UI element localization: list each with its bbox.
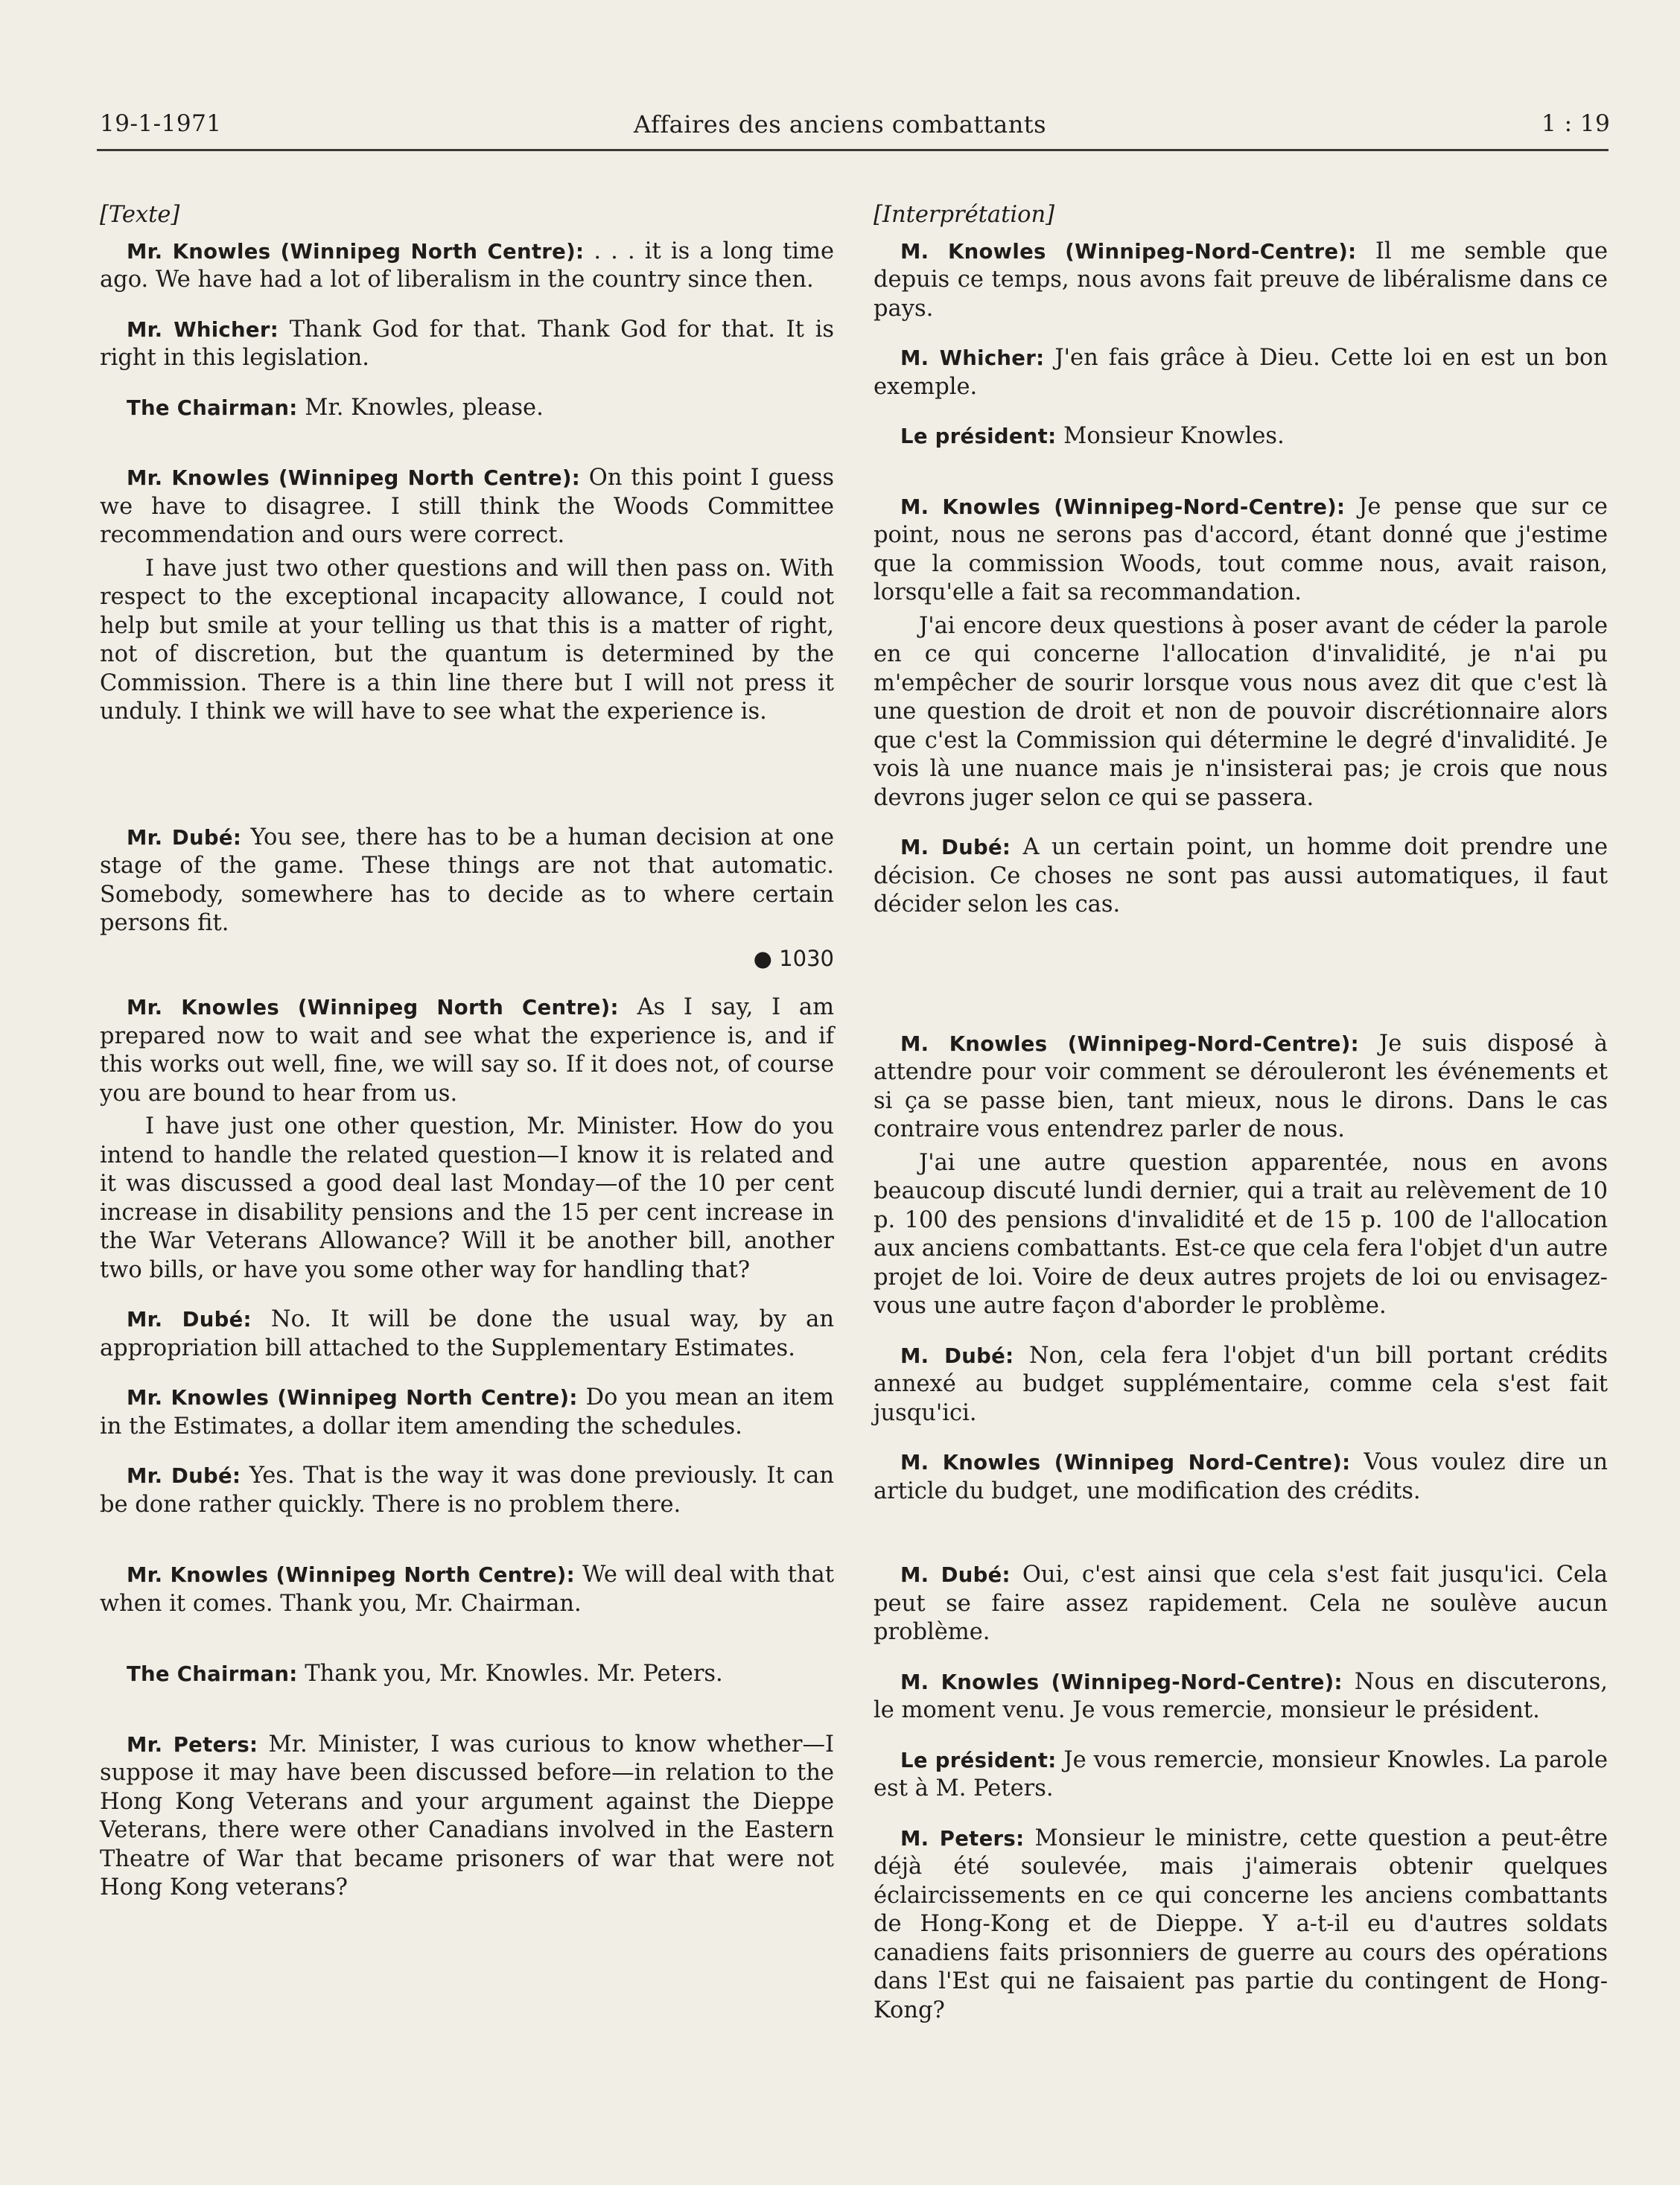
speaker-name: Mr. Whicher: bbox=[127, 317, 279, 342]
speaker-name: M. Knowles (Winnipeg-Nord-Centre): bbox=[900, 1670, 1343, 1694]
paragraph bbox=[874, 493, 1608, 608]
speaker-name: Mr. Peters: bbox=[127, 1732, 258, 1757]
paragraph: J'ai une autre question apparentée, nous en avons beaucoup discuté lundi dernier, qui a trait au relèvement de 10 p. 100 des pensions d'invalidité et de 15 p. 100 de l'allocation aux anciens combattants. Est-ce que cela fera l'objet d'un autre projet de loi. Voire de deux autres projets de loi ou envisagez-vous une autre façon d'aborder le problème. bbox=[874, 1149, 1609, 1319]
speech-text: Yes. That is the way it was done previously. It can be done rather quickly. There is no problem there. bbox=[100, 1463, 834, 1518]
paragraph bbox=[100, 993, 834, 1108]
speech-text: A un certain point, un homme doit prendre une décision. Ce choses ne sont pas aussi automatiques, il faut décider selon les cas. bbox=[874, 834, 1608, 917]
speech-text: Do you mean an item in the Estimates, a dollar item amending the schedules. bbox=[100, 1384, 835, 1440]
speech-text: You see, there has to be a human decision at one stage of the game. These things are not that automatic. Somebody, somewhere has to decide as to where certain persons fit. bbox=[100, 824, 835, 936]
paragraph bbox=[100, 1305, 834, 1363]
speaker-name: Mr. Dubé: bbox=[127, 825, 242, 850]
paragraph bbox=[874, 1030, 1608, 1145]
time-marker: ● 1030 bbox=[753, 945, 834, 971]
speech-text: Nous en discuterons, le moment venu. Je vous remercie, monsieur le président. bbox=[874, 1668, 1608, 1723]
speaker-name: M. Peters: bbox=[900, 1826, 1025, 1851]
speech-text: Oui, c'est ainsi que cela s'est fait jusqu'ici. Cela peut se faire assez rapidement. Cela ne soulève aucun problème. bbox=[874, 1562, 1608, 1645]
speaker-name: Le président: bbox=[900, 424, 1057, 448]
paragraph bbox=[100, 1731, 834, 1903]
header-rule bbox=[97, 149, 1609, 151]
speech-text: . . . it is a long time ago. We have had a lot of liberalism in the country since then. bbox=[100, 238, 835, 293]
paragraph bbox=[100, 824, 834, 938]
speaker-name: M. Knowles (Winnipeg-Nord-Centre): bbox=[900, 1031, 1359, 1056]
header-title: Affaires des anciens combattants bbox=[633, 110, 1047, 139]
speaker-name: Mr. Dubé: bbox=[127, 1308, 252, 1332]
speech-text: Thank God for that. Thank God for that. It is right in this legislation. bbox=[100, 316, 834, 371]
speech-text: Mr. Knowles, please. bbox=[297, 394, 544, 421]
paragraph: J'ai encore deux questions à poser avant de céder la parole en ce qui concerne l'allocation d'invalidité, je n'ai pu m'empêcher de sourir lorsque vous nous avez dit que c'est là une question de droit et non de pouvoir discrétionnaire alors que c'est la Commission qui détermine le degré d'invalidité. Je vois là une nuance mais je n'insisterai pas; je crois que nous devrons juger selon ce qui se passera. bbox=[874, 612, 1608, 811]
speech-text: Mr. Minister, I was curious to know whether—I suppose it may have been discussed before—in relation to the Hong Kong Veterans and your argument against the Dieppe Veterans, there were other Canadians involved in the Eastern Theatre of War that became prisoners of war that were not Hong Kong veterans? bbox=[100, 1731, 834, 1901]
paragraph bbox=[874, 1561, 1608, 1647]
paragraph bbox=[874, 344, 1608, 401]
paragraph bbox=[100, 316, 834, 373]
paragraph bbox=[874, 1825, 1608, 2026]
speaker-name: Mr. Knowles (Winnipeg North Centre): bbox=[127, 239, 585, 264]
speech-text: Monsieur Knowles. bbox=[1056, 423, 1285, 449]
language-tag: [Interprétation] bbox=[874, 202, 1054, 228]
speaker-name: M. Knowles (Winnipeg Nord-Centre): bbox=[900, 1451, 1351, 1475]
paragraph bbox=[874, 238, 1608, 324]
speaker-name: M. Knowles (Winnipeg-Nord-Centre): bbox=[900, 239, 1357, 264]
paragraph bbox=[100, 394, 834, 423]
paragraph: I have just one other question, Mr. Minister. How do you intend to handle the related question—I know it is related and it was discussed a good deal last Monday—of the 10 per cent increase in disability pensions and the 15 per cent increase in the War Veterans Allowance? Will it be another bill, another two bills, or have you some other way for handling that? bbox=[100, 1113, 834, 1283]
speaker-name: The Chairman: bbox=[127, 395, 298, 420]
speaker-name: M. Whicher: bbox=[900, 346, 1045, 370]
speaker-name: M. Dubé: bbox=[900, 1563, 1011, 1587]
language-tag: [Texte] bbox=[100, 202, 180, 228]
speaker-name: Le président: bbox=[900, 1748, 1057, 1772]
header-date: 19-1-1971 bbox=[100, 110, 222, 137]
speech-text: Il me semble que depuis ce temps, nous avons fait preuve de libéralisme dans ce pays. bbox=[874, 238, 1608, 322]
speech-text: Je suis disposé à attendre pour voir comment se dérouleront les événements et si ça se passe bien, tant mieux, nous le dirons. Dans le cas contraire vous entendrez parler de nous. bbox=[874, 1030, 1608, 1142]
speaker-name: Mr. Knowles (Winnipeg North Centre): bbox=[127, 466, 581, 490]
speaker-name: Mr. Knowles (Winnipeg North Centre): bbox=[127, 996, 619, 1020]
speech-text: On this point I guess we have to disagree. I still think the Woods Committee recommendation and ours were correct. bbox=[100, 465, 835, 548]
speaker-name: The Chairman: bbox=[127, 1662, 298, 1686]
paragraph bbox=[100, 1660, 834, 1689]
paragraph bbox=[874, 1668, 1608, 1726]
paragraph bbox=[874, 833, 1608, 920]
speaker-name: M. Dubé: bbox=[900, 836, 1011, 859]
paragraph bbox=[100, 1561, 834, 1618]
paragraph bbox=[100, 464, 834, 550]
paragraph bbox=[100, 238, 834, 295]
paragraph bbox=[874, 1342, 1608, 1428]
speech-text: Thank you, Mr. Knowles. Mr. Peters. bbox=[297, 1661, 723, 1687]
speech-text: We will deal with that when it comes. Thank you, Mr. Chairman. bbox=[100, 1562, 834, 1617]
header-page-number: 1 : 19 bbox=[1541, 110, 1611, 137]
speaker-name: Mr. Knowles (Winnipeg North Centre): bbox=[127, 1563, 575, 1587]
speech-text: J'en fais grâce à Dieu. Cette loi en est un bon exemple. bbox=[874, 345, 1608, 400]
speech-text: Vous voulez dire un article du budget, une modification des crédits. bbox=[874, 1449, 1608, 1504]
paragraph bbox=[100, 1462, 834, 1519]
speech-text: No. It will be done the usual way, by an appropriation bill attached to the Supplementary Estimates. bbox=[100, 1306, 834, 1361]
english-column bbox=[100, 201, 834, 1903]
speech-text: As I say, I am prepared now to wait and see what the experience is, and if this works out well, fine, we will say so. If it does not, of course you are bound to hear from us. bbox=[100, 994, 834, 1107]
speaker-name: M. Knowles (Winnipeg-Nord-Centre): bbox=[900, 494, 1346, 519]
paragraph: I have just two other questions and will then pass on. With respect to the exceptional incapacity allowance, I could not help but smile at your telling us that this is a matter of right, not of discretion, but the quantum is determined by the Commission. There is a thin line there but I will not press it unduly. I think we will have to see what the experience is. bbox=[100, 555, 834, 725]
speech-text: Non, cela fera l'objet d'un bill portant crédits annexé au budget supplémentaire, comme cela s'est fait jusqu'ici. bbox=[874, 1342, 1608, 1426]
paragraph bbox=[874, 1448, 1608, 1506]
speaker-name: M. Dubé: bbox=[900, 1343, 1014, 1368]
paragraph bbox=[874, 1746, 1608, 1804]
paragraph bbox=[100, 1384, 834, 1441]
speech-text: Je vous remercie, monsieur Knowles. La parole est à M. Peters. bbox=[874, 1746, 1608, 1801]
speech-text: Monsieur le ministre, cette question a peut-être déjà été soulevée, mais j'aimerais obtenir quelques éclaircissements en ce qui concerne les anciens combattants de Hong-Kong et de Dieppe. Y a-t-il eu d'autres soldats canadiens faits prisonniers de guerre au cours des opérations dans l'Est qui ne faisaient pas partie du contingent de Hong-Kong? bbox=[874, 1825, 1609, 2023]
speaker-name: Mr. Knowles (Winnipeg North Centre): bbox=[127, 1386, 578, 1410]
paragraph bbox=[874, 422, 1608, 451]
french-column bbox=[874, 201, 1608, 2025]
speaker-name: Mr. Dubé: bbox=[127, 1464, 241, 1488]
speech-text: Je pense que sur ce point, nous ne serons pas d'accord, étant donné que j'estime que la commission Woods, tout comme nous, avait raison, lorsqu'elle a fait sa recommandation. bbox=[874, 493, 1608, 605]
